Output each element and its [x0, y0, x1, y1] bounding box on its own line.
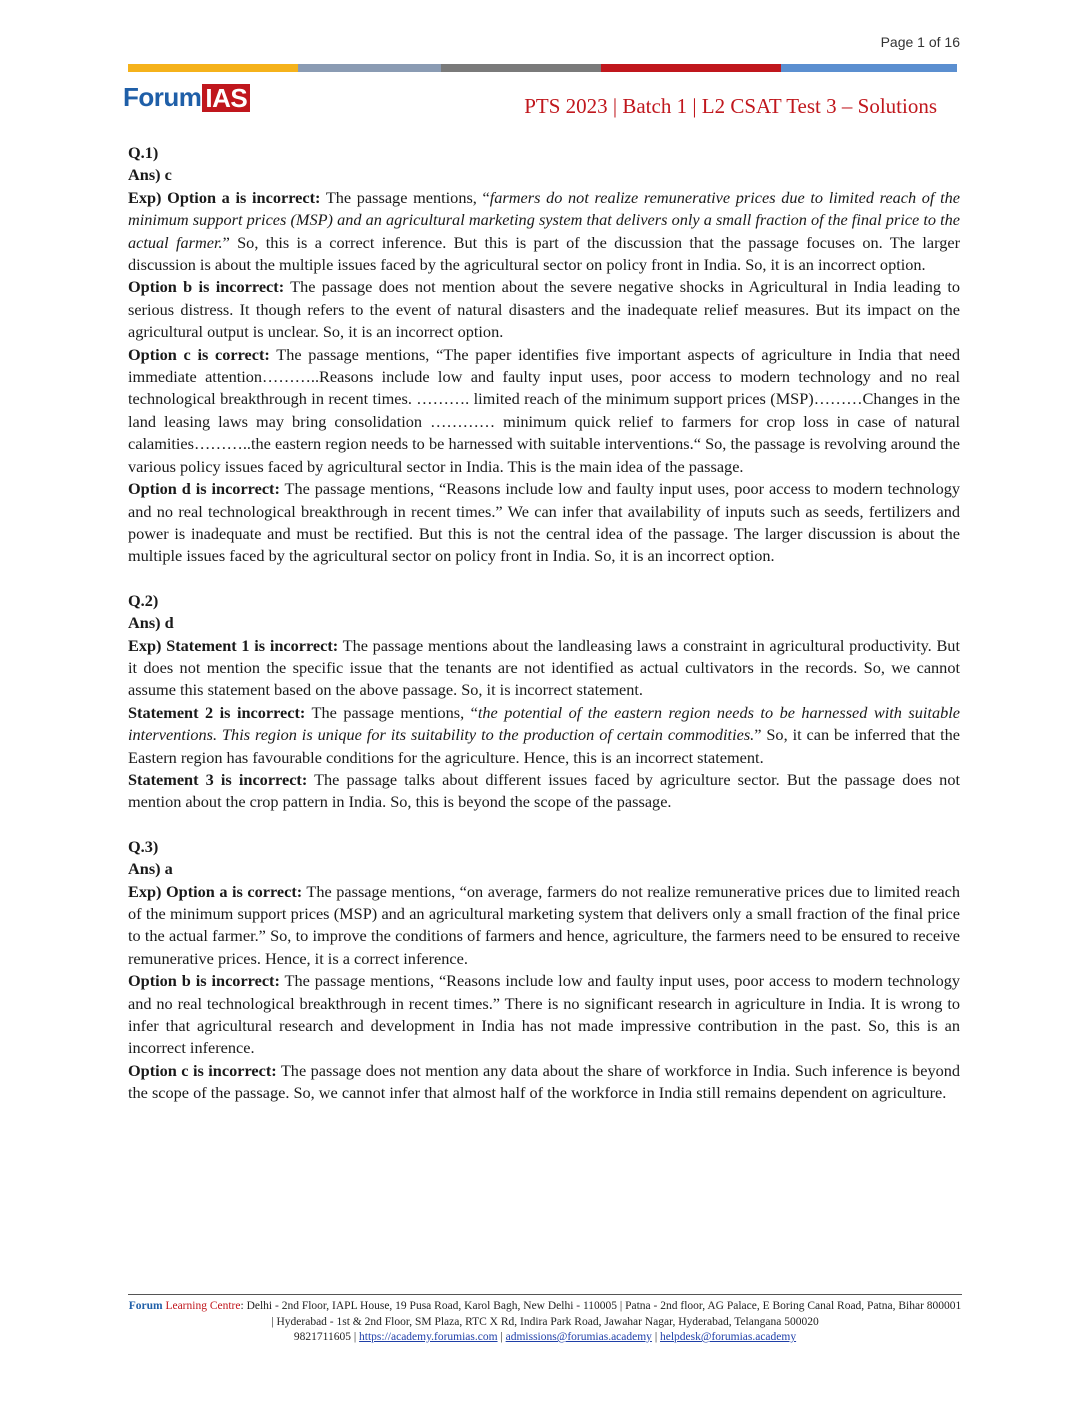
explanation-paragraph — [128, 702, 960, 769]
option-heading: Option a is incorrect: — [167, 187, 321, 207]
explanation-text: The passage mentions, “on average, farmers do not realize remunerative prices due to limited reach of the minimum support prices (MSP) and an agricultural marketing system that delivers only a small fraction of the final price to the actual farmer.” So, to improve the conditions of farmers and hence, agriculture, the farmers need to be ensured to receive remunerative prices. Hence, it is a correct inference. — [128, 881, 960, 968]
answer-label: Ans) a — [128, 859, 173, 879]
option-heading: Option c is incorrect: — [128, 1060, 277, 1080]
question-label: Q.3) — [128, 836, 159, 856]
explanation-paragraph — [128, 635, 960, 702]
footer-phone: 9821711605 — [293, 1331, 351, 1343]
quoted-text: the potential of the eastern region needs to be harnessed with suitable interventions. This region is unique for its suitability to the production of certain commodities. — [128, 702, 960, 745]
explanation-paragraph — [128, 970, 960, 1060]
option-heading: Option d is incorrect: — [128, 479, 280, 499]
explanation-paragraph — [128, 1060, 960, 1105]
explanation-text: The passage mentions, “Reasons include low and faulty input uses, poor access to modern technology and no real technological breakthrough in recent times.” We can infer that availability of inputs such as seeds, fertilizers and power is inadequate and must be rectified. But this is not the central idea of the passage. The larger discussion is about the multiple issues faced by the agricultural sector on policy front in India. So, it is an incorrect option. — [128, 479, 961, 566]
statement-heading: Statement 2 is incorrect: — [128, 702, 306, 722]
question-label: Q.2) — [128, 590, 159, 610]
color-bar-segment — [298, 64, 441, 72]
explanation-text: The passage mentions, “The paper identifies five important aspects of agriculture in India that need immediate attention………..Reasons include low and faulty input uses, poor access to modern technology and no real technological breakthrough in recent times. ………. limited reach of the minimum support prices (MSP)………Changes in the land leasing laws may bring consolidation ………… minimum quick relief to farmers for crop loss in case of natural calamities………..the eastern region needs to be harnessed with suitable interventions.“ So, the passage is revolving around the various policy issues faced by agricultural sector in India. This is the main idea of the passage. — [128, 344, 960, 476]
solutions-content — [128, 142, 960, 1105]
exp-prefix: Exp) — [128, 187, 162, 207]
explanation-text: The passage does not mention about the severe negative shocks in Agricultural in India leading to serious distress. It though refers to the event of natural disasters and the inadequate relief measures. But its impact on the agricultural output is unclear. So, it is an incorrect option. — [128, 277, 960, 342]
question-label: Q.1) — [128, 143, 159, 162]
explanation-text: The passage mentions, “ — [305, 702, 478, 722]
footer-brand-suffix: Learning Centre — [162, 1300, 241, 1312]
color-bar-segment — [128, 64, 298, 72]
test-title: PTS 2023 | Batch 1 | L2 CSAT Test 3 – Solutions — [524, 94, 937, 118]
logo-ias-text: IAS — [202, 84, 250, 112]
page-footer: Forum Learning Centre: Delhi - 2nd Floor, IAPL House, 19 Pusa Road, Karol Bagh, New Delhi - 110005 | Patna - 2nd floor, AG Palace, E Boring Canal Road, Patna, Bihar 800001 | Hyderabad - 1st & 2nd Floor, SM Plaza, RTC X Rd, Indira Park Road, Jawahar Nagar, Hyderabad, Telangana 500020 9821711605 | https://academy.forumias.com | admissions@forumias.academy | helpdesk@forumias.academy — [128, 1294, 962, 1346]
statement-heading: Statement 1 is incorrect: — [166, 635, 339, 655]
explanation-paragraph — [128, 187, 960, 277]
footer-colon: : — [240, 1300, 244, 1312]
statement-heading: Statement 3 is incorrect: — [128, 769, 308, 789]
option-heading: Option b is incorrect: — [128, 277, 285, 297]
explanation-text: ” So, this is a correct inference. But this is part of the discussion that the passage focuses on. The larger discussion is about the multiple issues faced by the agricultural sector on policy front in India. So, it is an incorrect option. — [128, 232, 960, 275]
exp-prefix: Exp) — [128, 635, 162, 655]
explanation-paragraph — [128, 344, 960, 478]
explanation-text: ” So, it can be inferred that the Eastern region has favourable conditions for the agriculture. Hence, this is an incorrect statement. — [128, 725, 960, 767]
exp-prefix: Exp) — [128, 881, 162, 901]
explanation-text: The passage does not mention any data about the share of workforce in India. Such inference is beyond the scope of the passage. So, we cannot infer that almost half of the workforce in India still remains dependent on agriculture. — [128, 1060, 961, 1103]
color-bar-segment — [601, 64, 781, 72]
footer-addresses: Delhi - 2nd Floor, IAPL House, 19 Pusa Road, Karol Bagh, New Delhi - 110005 | Patna - 2nd floor, AG Palace, E Boring Canal Road, Patna, Bihar 800001 | Hyderabad - 1st & 2nd Floor, SM Plaza, RTC X Rd, Indira Park Road, Jawahar Nagar, Hyderabad, Telangana 500020 — [243, 1300, 962, 1328]
option-heading: Option b is incorrect: — [128, 971, 280, 991]
footer-website-link[interactable]: https://academy.forumias.com — [359, 1331, 498, 1343]
explanation-paragraph — [128, 769, 960, 814]
option-heading: Option c is correct: — [128, 344, 270, 364]
explanation-text: The passage mentions about the landleasing laws a constraint in agricultural productivity. But it does not mention the specific issue that the tenants are not identified as actual cultivators in the records. So, we cannot assume this statement based on the above passage. So, it is incorrect statement. — [128, 635, 960, 700]
footer-admissions-email-link[interactable]: admissions@forumias.academy — [505, 1331, 652, 1343]
footer-brand: Forum — [128, 1300, 163, 1312]
explanation-paragraph — [128, 881, 960, 971]
explanation-text: The passage mentions, “Reasons include low and faulty input uses, poor access to modern technology and no real technological breakthrough in recent times.” There is no significant research in agriculture in India. It is wrong to infer that agricultural research and development in India has not made impressive contribution in the past. So, this is an incorrect inference. — [128, 971, 961, 1058]
header-color-bar — [128, 64, 957, 72]
answer-label: Ans) c — [128, 165, 172, 185]
quoted-text: farmers do not realize remunerative prices due to limited reach of the minimum support prices (MSP) and an agricultural marketing system that delivers only a small fraction of the final price to the actual farmer. — [128, 187, 960, 252]
explanation-text: The passage mentions, “ — [320, 187, 490, 207]
logo-forum-text: Forum — [123, 82, 202, 112]
explanation-paragraph — [128, 276, 960, 343]
forumias-logo — [123, 82, 250, 113]
color-bar-segment — [441, 64, 601, 72]
footer-helpdesk-email-link[interactable]: helpdesk@forumias.academy — [660, 1331, 797, 1343]
explanation-text: The passage talks about different issues faced by agriculture sector. But the passage does not mention about the crop pattern in India. So, this is beyond the scope of the passage. — [128, 769, 960, 812]
answer-label: Ans) d — [128, 613, 174, 633]
color-bar-segment — [781, 64, 957, 72]
option-heading: Option a is correct: — [166, 881, 303, 901]
explanation-paragraph — [128, 478, 960, 568]
page-number: Page 1 of 16 — [880, 34, 960, 50]
